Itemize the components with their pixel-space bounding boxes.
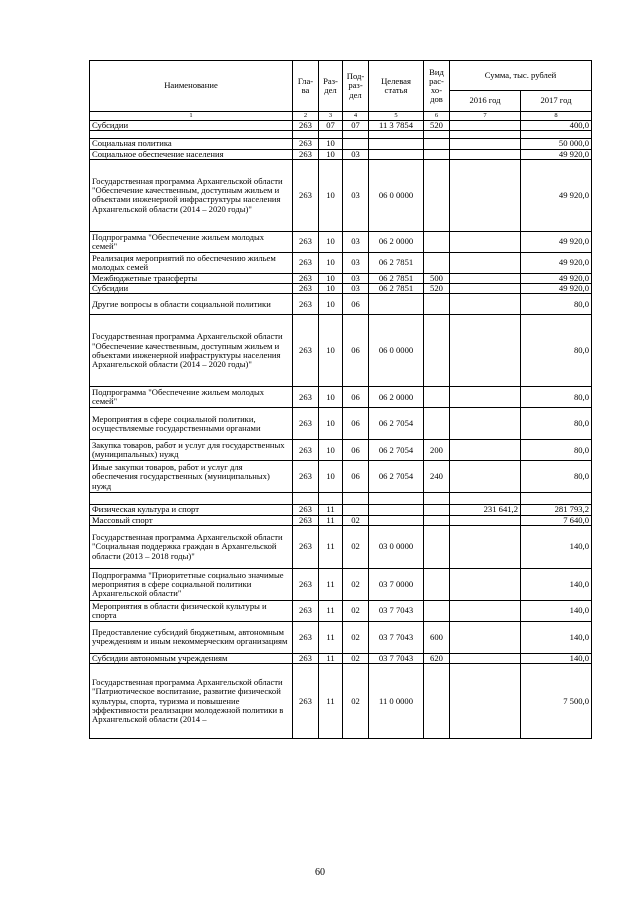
header-target: Целевая статья (369, 61, 424, 112)
table-row (90, 505, 592, 515)
row-amount-2016 (450, 231, 521, 252)
row-chapter: 263 (293, 273, 319, 283)
row-section: 11 (319, 515, 343, 525)
row-expense-type: 500 (424, 273, 450, 283)
row-amount-2017: 49 920,0 (521, 284, 592, 294)
column-number: 3 (319, 112, 343, 121)
row-chapter: 263 (293, 159, 319, 231)
row-section: 11 (319, 653, 343, 663)
row-amount-2017: 400,0 (521, 121, 592, 131)
row-target (369, 139, 424, 149)
row-name: Предоставление субсидий бюджетным, автономным учреждениям и иным некоммерческим организациям (90, 621, 293, 653)
row-amount-2017: 140,0 (521, 621, 592, 653)
row-subsection: 06 (343, 440, 369, 461)
row-target: 11 0 0000 (369, 664, 424, 739)
row-section: 10 (319, 231, 343, 252)
row-expense-type (424, 387, 450, 408)
header-sum: Сумма, тыс. рублей (450, 61, 592, 91)
row-subsection (343, 505, 369, 515)
row-subsection (343, 131, 369, 139)
row-subsection (343, 139, 369, 149)
row-subsection: 03 (343, 231, 369, 252)
row-section (319, 131, 343, 139)
row-amount-2017: 140,0 (521, 568, 592, 600)
row-target: 06 0 0000 (369, 159, 424, 231)
row-name: Подпрограмма "Приоритетные социально значимые мероприятия в сфере социальной политики Архангельской области" (90, 568, 293, 600)
table-row (90, 252, 592, 273)
row-amount-2017: 50 000,0 (521, 139, 592, 149)
row-expense-type (424, 131, 450, 139)
row-target (369, 505, 424, 515)
row-chapter: 263 (293, 664, 319, 739)
row-expense-type (424, 664, 450, 739)
row-amount-2016 (450, 284, 521, 294)
row-target (369, 493, 424, 505)
row-chapter: 263 (293, 315, 319, 387)
row-target: 06 2 7851 (369, 284, 424, 294)
row-amount-2016 (450, 653, 521, 663)
row-subsection: 07 (343, 121, 369, 131)
row-expense-type (424, 294, 450, 315)
table-row (90, 525, 592, 568)
row-subsection: 03 (343, 252, 369, 273)
row-subsection: 06 (343, 408, 369, 440)
row-amount-2016 (450, 600, 521, 621)
row-amount-2017: 80,0 (521, 408, 592, 440)
row-subsection: 02 (343, 525, 369, 568)
row-subsection: 03 (343, 273, 369, 283)
row-chapter: 263 (293, 121, 319, 131)
row-section: 10 (319, 139, 343, 149)
row-amount-2017: 49 920,0 (521, 273, 592, 283)
row-target: 06 2 7054 (369, 461, 424, 493)
row-expense-type (424, 568, 450, 600)
row-target (369, 149, 424, 159)
row-amount-2017: 140,0 (521, 525, 592, 568)
row-chapter: 263 (293, 515, 319, 525)
row-target: 06 2 7851 (369, 273, 424, 283)
row-name: Субсидии автономным учреждениям (90, 653, 293, 663)
row-chapter: 263 (293, 568, 319, 600)
row-target (369, 515, 424, 525)
row-expense-type (424, 159, 450, 231)
row-name: Иные закупки товаров, работ и услуг для обеспечения государственных (муниципальных) нужд (90, 461, 293, 493)
row-chapter: 263 (293, 294, 319, 315)
row-expense-type (424, 525, 450, 568)
row-amount-2016 (450, 568, 521, 600)
row-subsection: 03 (343, 284, 369, 294)
row-amount-2017: 80,0 (521, 440, 592, 461)
row-name: Другие вопросы в области социальной политики (90, 294, 293, 315)
row-target (369, 131, 424, 139)
row-chapter (293, 131, 319, 139)
row-target: 06 0 0000 (369, 315, 424, 387)
budget-table (89, 60, 592, 739)
row-chapter: 263 (293, 231, 319, 252)
row-section: 11 (319, 525, 343, 568)
row-expense-type: 240 (424, 461, 450, 493)
row-amount-2016 (450, 525, 521, 568)
row-target: 03 7 7043 (369, 621, 424, 653)
row-name: Физическая культура и спорт (90, 505, 293, 515)
table-row (90, 294, 592, 315)
row-amount-2017: 80,0 (521, 315, 592, 387)
row-target: 06 2 7054 (369, 440, 424, 461)
row-subsection: 06 (343, 387, 369, 408)
row-name: Межбюджетные трансферты (90, 273, 293, 283)
row-name: Государственная программа Архангельской области "Обеспечение качественным, доступным жильем и объектами инженерной инфраструктуры населения Архангельской области (2014 – 2020 годы)" (90, 159, 293, 231)
table-row (90, 231, 592, 252)
row-subsection: 06 (343, 294, 369, 315)
table-row (90, 600, 592, 621)
row-amount-2017 (521, 131, 592, 139)
row-section: 10 (319, 159, 343, 231)
row-name: Закупка товаров, работ и услуг для государственных (муниципальных) нужд (90, 440, 293, 461)
header-year-2017: 2017 год (521, 91, 592, 112)
header-subsection: Под- раз- дел (343, 61, 369, 112)
row-amount-2017: 49 920,0 (521, 231, 592, 252)
row-section: 11 (319, 568, 343, 600)
row-chapter: 263 (293, 653, 319, 663)
spacer-row (90, 493, 592, 505)
row-name: Мероприятия в области физической культуры и спорта (90, 600, 293, 621)
row-expense-type (424, 493, 450, 505)
row-target: 03 7 7043 (369, 600, 424, 621)
row-chapter: 263 (293, 387, 319, 408)
row-amount-2017 (521, 493, 592, 505)
table-body (90, 121, 592, 739)
table-row (90, 568, 592, 600)
row-section (319, 493, 343, 505)
row-name: Субсидии (90, 121, 293, 131)
row-amount-2016 (450, 121, 521, 131)
table-row (90, 273, 592, 283)
row-target: 06 2 0000 (369, 231, 424, 252)
row-expense-type (424, 515, 450, 525)
row-amount-2016 (450, 408, 521, 440)
table-row (90, 284, 592, 294)
row-amount-2016 (450, 664, 521, 739)
row-amount-2016 (450, 621, 521, 653)
row-name: Мероприятия в сфере социальной политики, осуществляемые государственными органами (90, 408, 293, 440)
row-amount-2017: 281 793,2 (521, 505, 592, 515)
row-subsection: 02 (343, 568, 369, 600)
row-amount-2016 (450, 159, 521, 231)
row-target: 11 3 7854 (369, 121, 424, 131)
row-amount-2017: 7 500,0 (521, 664, 592, 739)
header-name: Наименование (90, 61, 293, 112)
column-number: 4 (343, 112, 369, 121)
row-subsection: 02 (343, 653, 369, 663)
row-chapter: 263 (293, 600, 319, 621)
column-number: 7 (450, 112, 521, 121)
row-section: 11 (319, 621, 343, 653)
row-name: Социальная политика (90, 139, 293, 149)
table-row (90, 653, 592, 663)
row-name: Государственная программа Архангельской области "Патриотическое воспитание, развитие физической культуры, спорта, туризма и повышение эффективности реализации молодежной политики в Архангельской области (2014 – (90, 664, 293, 739)
row-amount-2016 (450, 252, 521, 273)
page-number: 60 (315, 867, 325, 878)
row-section: 10 (319, 461, 343, 493)
table-row (90, 315, 592, 387)
row-expense-type (424, 252, 450, 273)
row-subsection: 02 (343, 664, 369, 739)
row-name: Государственная программа Архангельской области "Социальная поддержка граждан в Архангельской области (2013 – 2018 годы)" (90, 525, 293, 568)
table-row (90, 461, 592, 493)
table-row (90, 139, 592, 149)
row-amount-2017: 80,0 (521, 461, 592, 493)
row-amount-2017: 49 920,0 (521, 149, 592, 159)
row-section: 11 (319, 600, 343, 621)
table-row (90, 149, 592, 159)
row-chapter: 263 (293, 408, 319, 440)
row-amount-2016 (450, 273, 521, 283)
row-expense-type (424, 408, 450, 440)
header-section: Раз- дел (319, 61, 343, 112)
row-amount-2016 (450, 294, 521, 315)
row-chapter (293, 493, 319, 505)
row-target: 06 2 7851 (369, 252, 424, 273)
row-amount-2016 (450, 387, 521, 408)
row-amount-2016 (450, 515, 521, 525)
row-subsection (343, 493, 369, 505)
header-expense-type: Вид рас- хо- дов (424, 61, 450, 112)
row-section: 10 (319, 315, 343, 387)
row-amount-2016 (450, 493, 521, 505)
row-chapter: 263 (293, 139, 319, 149)
row-expense-type: 200 (424, 440, 450, 461)
row-amount-2016 (450, 131, 521, 139)
row-section: 10 (319, 252, 343, 273)
row-amount-2016 (450, 461, 521, 493)
row-subsection: 06 (343, 461, 369, 493)
row-expense-type: 520 (424, 121, 450, 131)
header-row (90, 61, 592, 91)
row-name (90, 131, 293, 139)
row-section: 10 (319, 294, 343, 315)
column-number-row (90, 112, 592, 121)
row-section: 11 (319, 505, 343, 515)
row-amount-2016 (450, 149, 521, 159)
column-number: 8 (521, 112, 592, 121)
row-name: Социальное обеспечение населения (90, 149, 293, 159)
column-number: 5 (369, 112, 424, 121)
row-subsection: 03 (343, 159, 369, 231)
row-subsection: 06 (343, 315, 369, 387)
row-expense-type (424, 600, 450, 621)
row-name: Подпрограмма "Обеспечение жильем молодых семей" (90, 231, 293, 252)
row-expense-type: 600 (424, 621, 450, 653)
row-target: 03 7 0000 (369, 568, 424, 600)
table-row (90, 440, 592, 461)
row-section: 10 (319, 408, 343, 440)
row-section: 10 (319, 273, 343, 283)
row-chapter: 263 (293, 149, 319, 159)
row-amount-2017: 80,0 (521, 294, 592, 315)
row-chapter: 263 (293, 252, 319, 273)
row-name: Реализация мероприятий по обеспечению жильем молодых семей (90, 252, 293, 273)
row-section: 10 (319, 284, 343, 294)
row-section: 10 (319, 387, 343, 408)
row-section: 07 (319, 121, 343, 131)
row-amount-2016 (450, 315, 521, 387)
row-name: Государственная программа Архангельской области "Обеспечение качественным, доступным жильем и объектами инженерной инфраструктуры населения Архангельской области (2014 – 2020 годы)" (90, 315, 293, 387)
column-number: 1 (90, 112, 293, 121)
row-chapter: 263 (293, 284, 319, 294)
column-number: 2 (293, 112, 319, 121)
table-row (90, 121, 592, 131)
table-row (90, 664, 592, 739)
row-amount-2016: 231 641,2 (450, 505, 521, 515)
table-row (90, 408, 592, 440)
row-amount-2017: 140,0 (521, 653, 592, 663)
row-subsection: 02 (343, 515, 369, 525)
row-section: 10 (319, 440, 343, 461)
row-name: Подпрограмма "Обеспечение жильем молодых семей" (90, 387, 293, 408)
row-amount-2016 (450, 440, 521, 461)
row-expense-type (424, 231, 450, 252)
row-expense-type (424, 139, 450, 149)
table-row (90, 159, 592, 231)
table-row (90, 387, 592, 408)
row-target: 06 2 0000 (369, 387, 424, 408)
row-chapter: 263 (293, 621, 319, 653)
row-name: Субсидии (90, 284, 293, 294)
row-target (369, 294, 424, 315)
row-subsection: 02 (343, 600, 369, 621)
row-target: 03 7 7043 (369, 653, 424, 663)
row-target: 03 0 0000 (369, 525, 424, 568)
row-amount-2017: 140,0 (521, 600, 592, 621)
row-expense-type: 620 (424, 653, 450, 663)
row-amount-2017: 80,0 (521, 387, 592, 408)
row-expense-type: 520 (424, 284, 450, 294)
row-amount-2016 (450, 139, 521, 149)
table-row (90, 621, 592, 653)
row-section: 11 (319, 664, 343, 739)
row-expense-type (424, 149, 450, 159)
column-number: 6 (424, 112, 450, 121)
spacer-row (90, 131, 592, 139)
row-chapter: 263 (293, 525, 319, 568)
row-name (90, 493, 293, 505)
row-subsection: 02 (343, 621, 369, 653)
row-amount-2017: 49 920,0 (521, 252, 592, 273)
row-chapter: 263 (293, 461, 319, 493)
row-section: 10 (319, 149, 343, 159)
row-target: 06 2 7054 (369, 408, 424, 440)
row-expense-type (424, 505, 450, 515)
header-chapter: Гла- ва (293, 61, 319, 112)
table-row (90, 515, 592, 525)
row-expense-type (424, 315, 450, 387)
row-subsection: 03 (343, 149, 369, 159)
row-chapter: 263 (293, 505, 319, 515)
row-name: Массовый спорт (90, 515, 293, 525)
row-amount-2017: 7 640,0 (521, 515, 592, 525)
row-chapter: 263 (293, 440, 319, 461)
header-year-2016: 2016 год (450, 91, 521, 112)
row-amount-2017: 49 920,0 (521, 159, 592, 231)
